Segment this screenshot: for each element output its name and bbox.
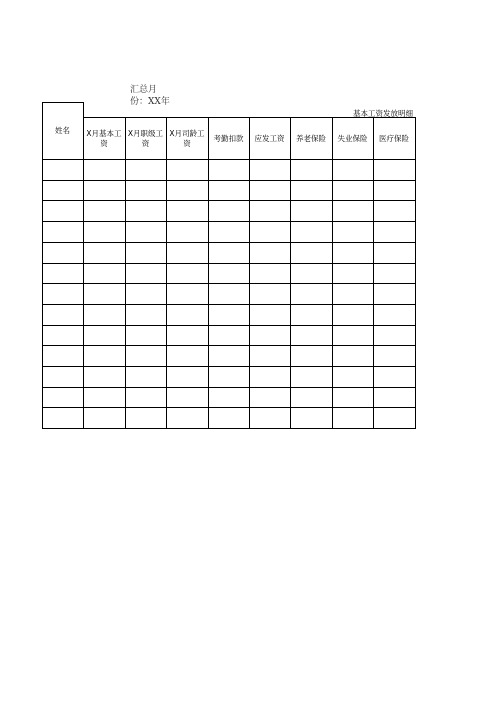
table-cell[interactable] [250,367,290,387]
table-cell[interactable] [126,346,166,366]
table-cell[interactable] [84,222,125,242]
table-cell[interactable] [167,284,208,304]
table-cell[interactable] [374,367,415,387]
table-cell[interactable] [84,408,125,428]
table-cell[interactable] [374,243,415,263]
table-cell[interactable] [333,284,373,304]
table-cell[interactable] [126,243,166,263]
name-cell[interactable] [43,408,83,428]
table-cell[interactable] [374,388,415,407]
table-cell[interactable] [84,201,125,221]
table-cell[interactable] [291,222,332,242]
table-cell[interactable] [84,160,125,180]
table-cell[interactable] [333,160,373,180]
table-cell[interactable] [126,264,166,283]
table-cell[interactable] [126,408,166,428]
table-cell[interactable] [250,388,290,407]
name-cell[interactable] [43,201,83,221]
table-cell[interactable] [374,284,415,304]
table-cell[interactable] [291,408,332,428]
table-cell[interactable] [209,264,249,283]
column-header: 应发工资 [254,133,285,143]
name-cell[interactable] [43,264,83,283]
column-header: X月基本工资 [86,128,122,148]
table-cell[interactable] [209,305,249,325]
name-cell[interactable] [43,160,83,180]
table-cell[interactable] [291,305,332,325]
table-cell[interactable] [374,408,415,428]
table-cell[interactable] [167,388,208,407]
table-cell[interactable] [374,264,415,283]
table-cell[interactable] [291,264,332,283]
column-header: 医疗保险 [379,133,409,143]
column-header: 失业保险 [337,133,368,143]
table-cell[interactable] [374,181,415,200]
name-cell[interactable] [43,326,83,345]
table-cell[interactable] [167,408,208,428]
table-cell[interactable] [374,201,415,221]
table-cell[interactable] [374,222,415,242]
table-cell[interactable] [291,388,332,407]
summary-line-1: 汇总月 [130,85,158,95]
row-divider [42,428,416,429]
table-cell[interactable] [167,243,208,263]
table-cell[interactable] [250,264,290,283]
table-cell[interactable] [333,346,373,366]
table-cell[interactable] [250,305,290,325]
table-cell[interactable] [333,243,373,263]
name-cell[interactable] [43,346,83,366]
table-cell[interactable] [250,243,290,263]
name-cell[interactable] [43,181,83,200]
name-cell[interactable] [43,388,83,407]
table-cell[interactable] [84,305,125,325]
table-cell[interactable] [167,264,208,283]
table-cell[interactable] [167,326,208,345]
table-cell[interactable] [84,243,125,263]
table-cell[interactable] [374,326,415,345]
table-cell[interactable] [209,243,249,263]
table-cell[interactable] [291,346,332,366]
table-cell[interactable] [209,160,249,180]
table-cell[interactable] [291,201,332,221]
table-cell[interactable] [291,367,332,387]
table-cell[interactable] [250,160,290,180]
table-cell[interactable] [126,201,166,221]
table-cell[interactable] [126,367,166,387]
table-cell[interactable] [167,346,208,366]
table-cell[interactable] [333,305,373,325]
table-cell[interactable] [167,222,208,242]
name-column-header: 姓名 [55,125,70,135]
column-header: 考勤扣款 [213,133,244,143]
table-cell[interactable] [167,201,208,221]
table-cell[interactable] [167,181,208,200]
column-header: X月司龄工资 [169,128,205,148]
table-cell[interactable] [209,326,249,345]
table-cell[interactable] [126,305,166,325]
table-cell[interactable] [209,346,249,366]
table-cell[interactable] [126,181,166,200]
table-cell[interactable] [209,222,249,242]
table-cell[interactable] [333,408,373,428]
table-cell[interactable] [250,222,290,242]
table-cell[interactable] [126,284,166,304]
table-cell[interactable] [209,201,249,221]
name-cell[interactable] [43,367,83,387]
table-cell[interactable] [209,181,249,200]
name-cell[interactable] [43,284,83,304]
name-cell[interactable] [43,243,83,263]
table-cell[interactable] [333,326,373,345]
table-cell[interactable] [126,388,166,407]
table-cell[interactable] [333,264,373,283]
table-cell[interactable] [126,222,166,242]
table-cell[interactable] [291,326,332,345]
table-cell[interactable] [291,181,332,200]
table-cell[interactable] [374,305,415,325]
name-cell[interactable] [43,222,83,242]
column-header: X月职级工资 [127,128,164,148]
table-cell[interactable] [84,264,125,283]
table-cell[interactable] [126,326,166,345]
table-cell[interactable] [84,284,125,304]
salary-table [42,102,415,428]
table-cell[interactable] [333,388,373,407]
table-cell[interactable] [291,160,332,180]
table-cell[interactable] [167,305,208,325]
table-cell[interactable] [374,160,415,180]
table-cell[interactable] [374,346,415,366]
table-cell[interactable] [126,160,166,180]
table-cell[interactable] [167,160,208,180]
table-cell[interactable] [291,284,332,304]
group-header-title: 基本工资发放明细 [353,109,413,118]
table-cell[interactable] [209,388,249,407]
table-cell[interactable] [250,408,290,428]
table-cell[interactable] [209,284,249,304]
table-cell[interactable] [84,326,125,345]
table-cell[interactable] [250,284,290,304]
table-cell[interactable] [250,346,290,366]
table-cell[interactable] [250,181,290,200]
table-border-right [415,117,416,429]
table-cell[interactable] [333,222,373,242]
table-cell[interactable] [250,326,290,345]
table-cell[interactable] [84,388,125,407]
table-cell[interactable] [291,243,332,263]
table-cell[interactable] [250,201,290,221]
summary-line-2: 份：XX年 [130,97,170,107]
column-header: 养老保险 [296,133,326,143]
table-cell[interactable] [84,181,125,200]
table-cell[interactable] [209,367,249,387]
name-cell[interactable] [43,305,83,325]
table-cell[interactable] [333,181,373,200]
table-cell[interactable] [84,367,125,387]
table-cell[interactable] [84,346,125,366]
table-cell[interactable] [333,367,373,387]
table-cell[interactable] [333,201,373,221]
table-cell[interactable] [167,367,208,387]
table-cell[interactable] [209,408,249,428]
